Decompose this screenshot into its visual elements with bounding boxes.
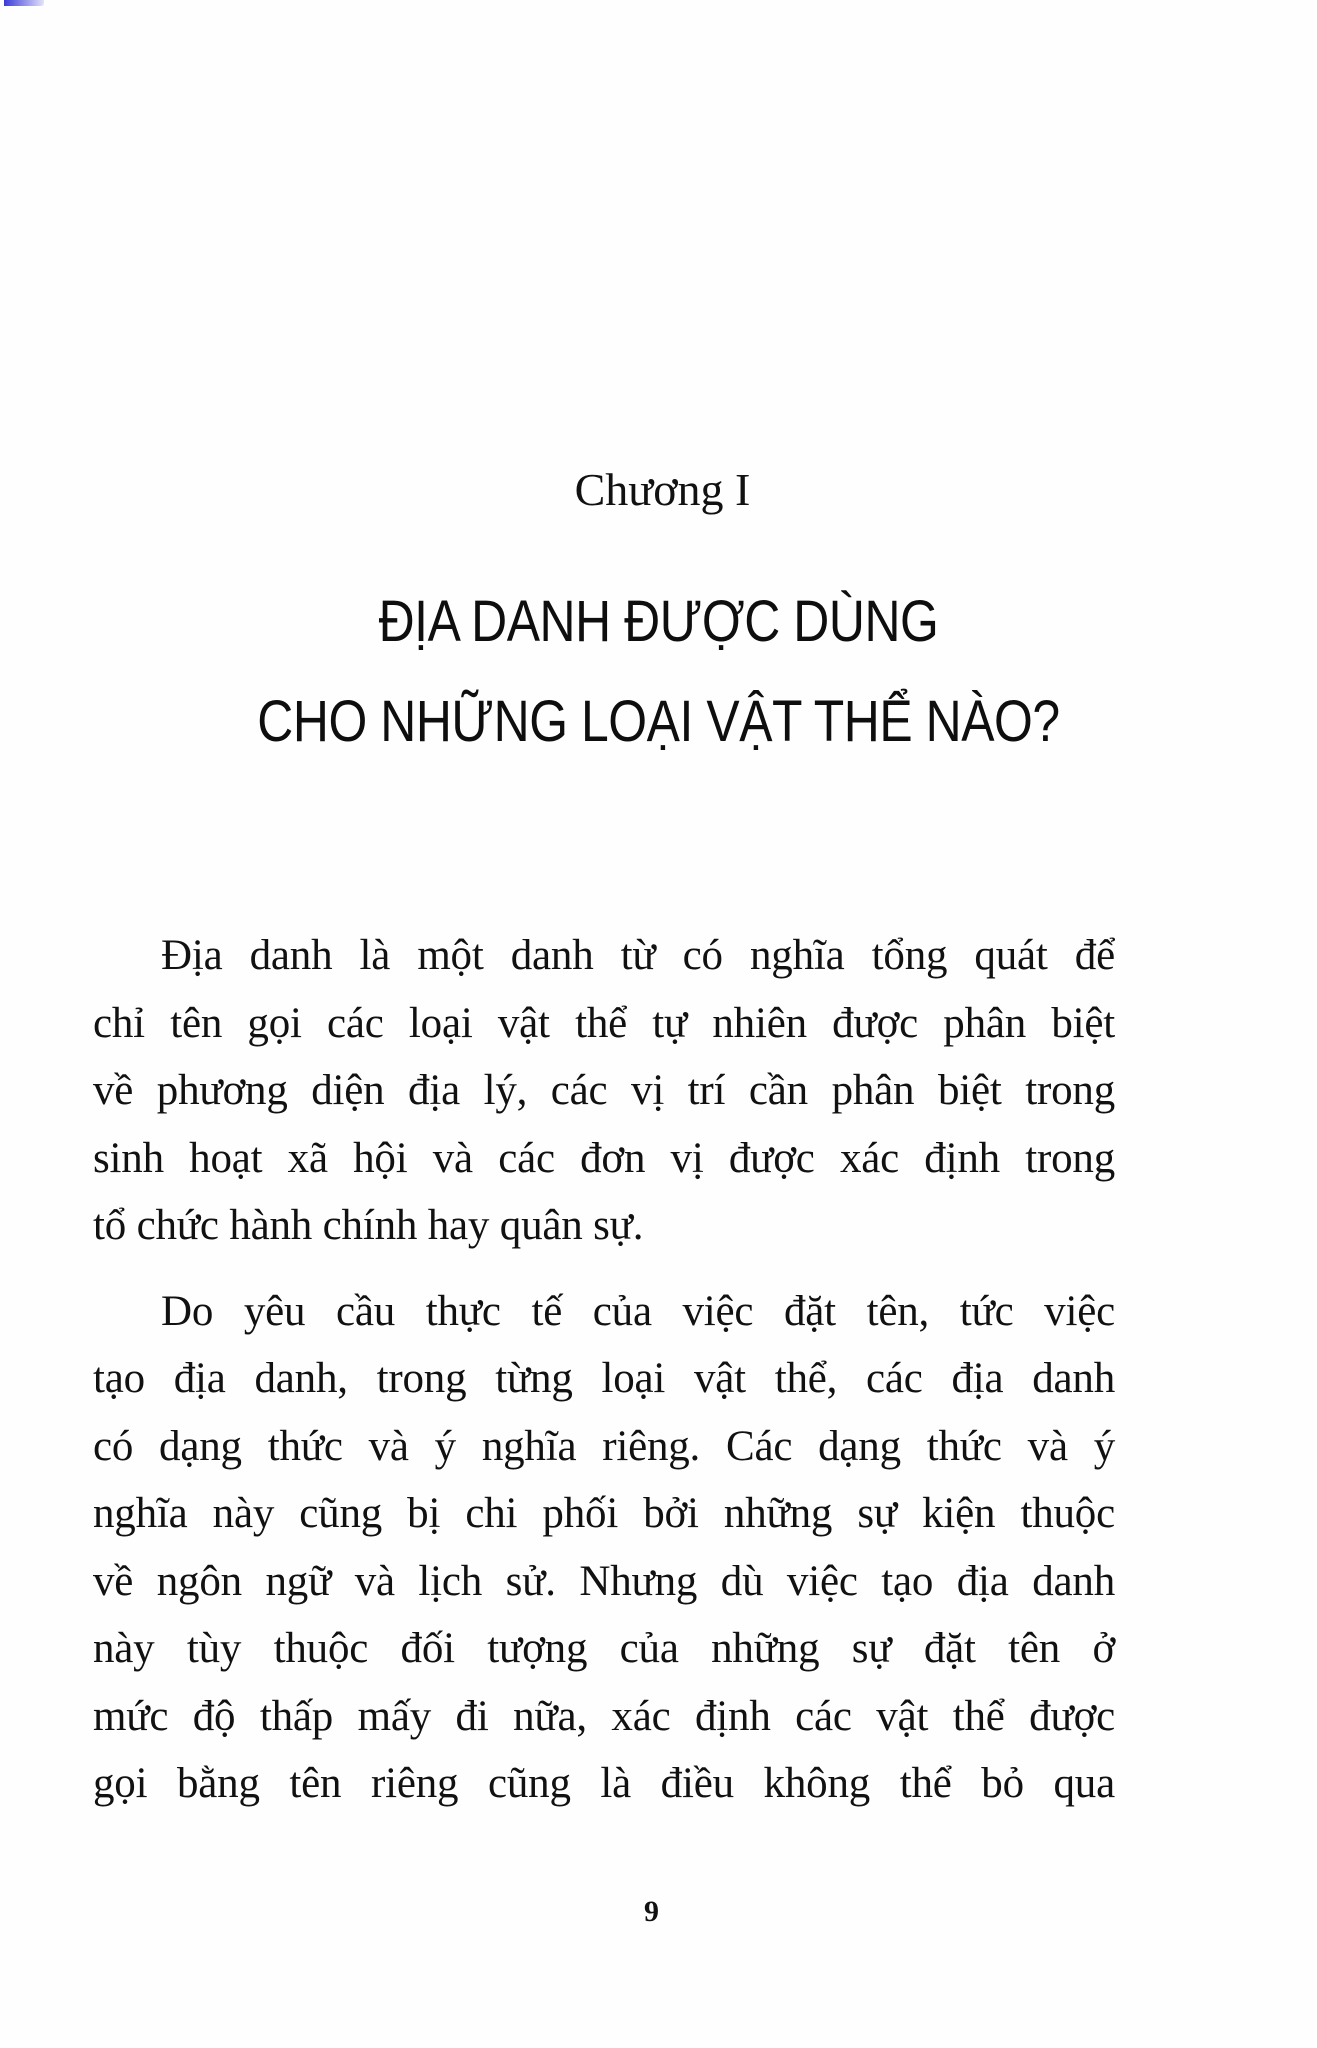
text-line: có dạng thức và ý nghĩa riêng. Các dạng thức và ý [93,1422,1115,1470]
text-line: Do yêu cầu thực tế của việc đặt tên, tức việc [161,1287,1115,1335]
chapter-title-line-2: CHO NHỮNG LOẠI VẬT THỂ NÀO? [257,689,1060,754]
text-line: sinh hoạt xã hội và các đơn vị được xác định trong [93,1134,1115,1182]
text-line: này tùy thuộc đối tượng của những sự đặt tên ở [93,1625,1115,1672]
text-line: nghĩa này cũng bị chi phối bởi những sự kiện thuộc [93,1490,1115,1537]
text-line: về phương diện địa lý, các vị trí cần phân biệt trong [93,1067,1115,1114]
chapter-title-line-1: ĐỊA DANH ĐƯỢC DÙNG [378,589,939,654]
paragraph-1 [93,922,1115,1260]
chapter-label: Chương I [574,464,751,515]
text-line: về ngôn ngữ và lịch sử. Nhưng dù việc tạo địa danh [93,1557,1115,1605]
chapter-title [92,572,1225,772]
text-line: tổ chức hành chính hay quân sự. [93,1202,644,1249]
text-line: chỉ tên gọi các loại vật thể tự nhiên được phân biệt [93,999,1115,1047]
body-text [93,922,1115,1836]
text-line: tạo địa danh, trong từng loại vật thể, các địa danh [93,1355,1115,1402]
paragraph-2 [93,1278,1115,1818]
page-number: 9 [644,1895,659,1928]
text-line: mức độ thấp mấy đi nữa, xác định các vật thể được [93,1692,1115,1740]
text-line: Địa danh là một danh từ có nghĩa tổng quát để [161,932,1115,979]
text-line: gọi bằng tên riêng cũng là điều không thể bỏ qua [93,1760,1115,1807]
